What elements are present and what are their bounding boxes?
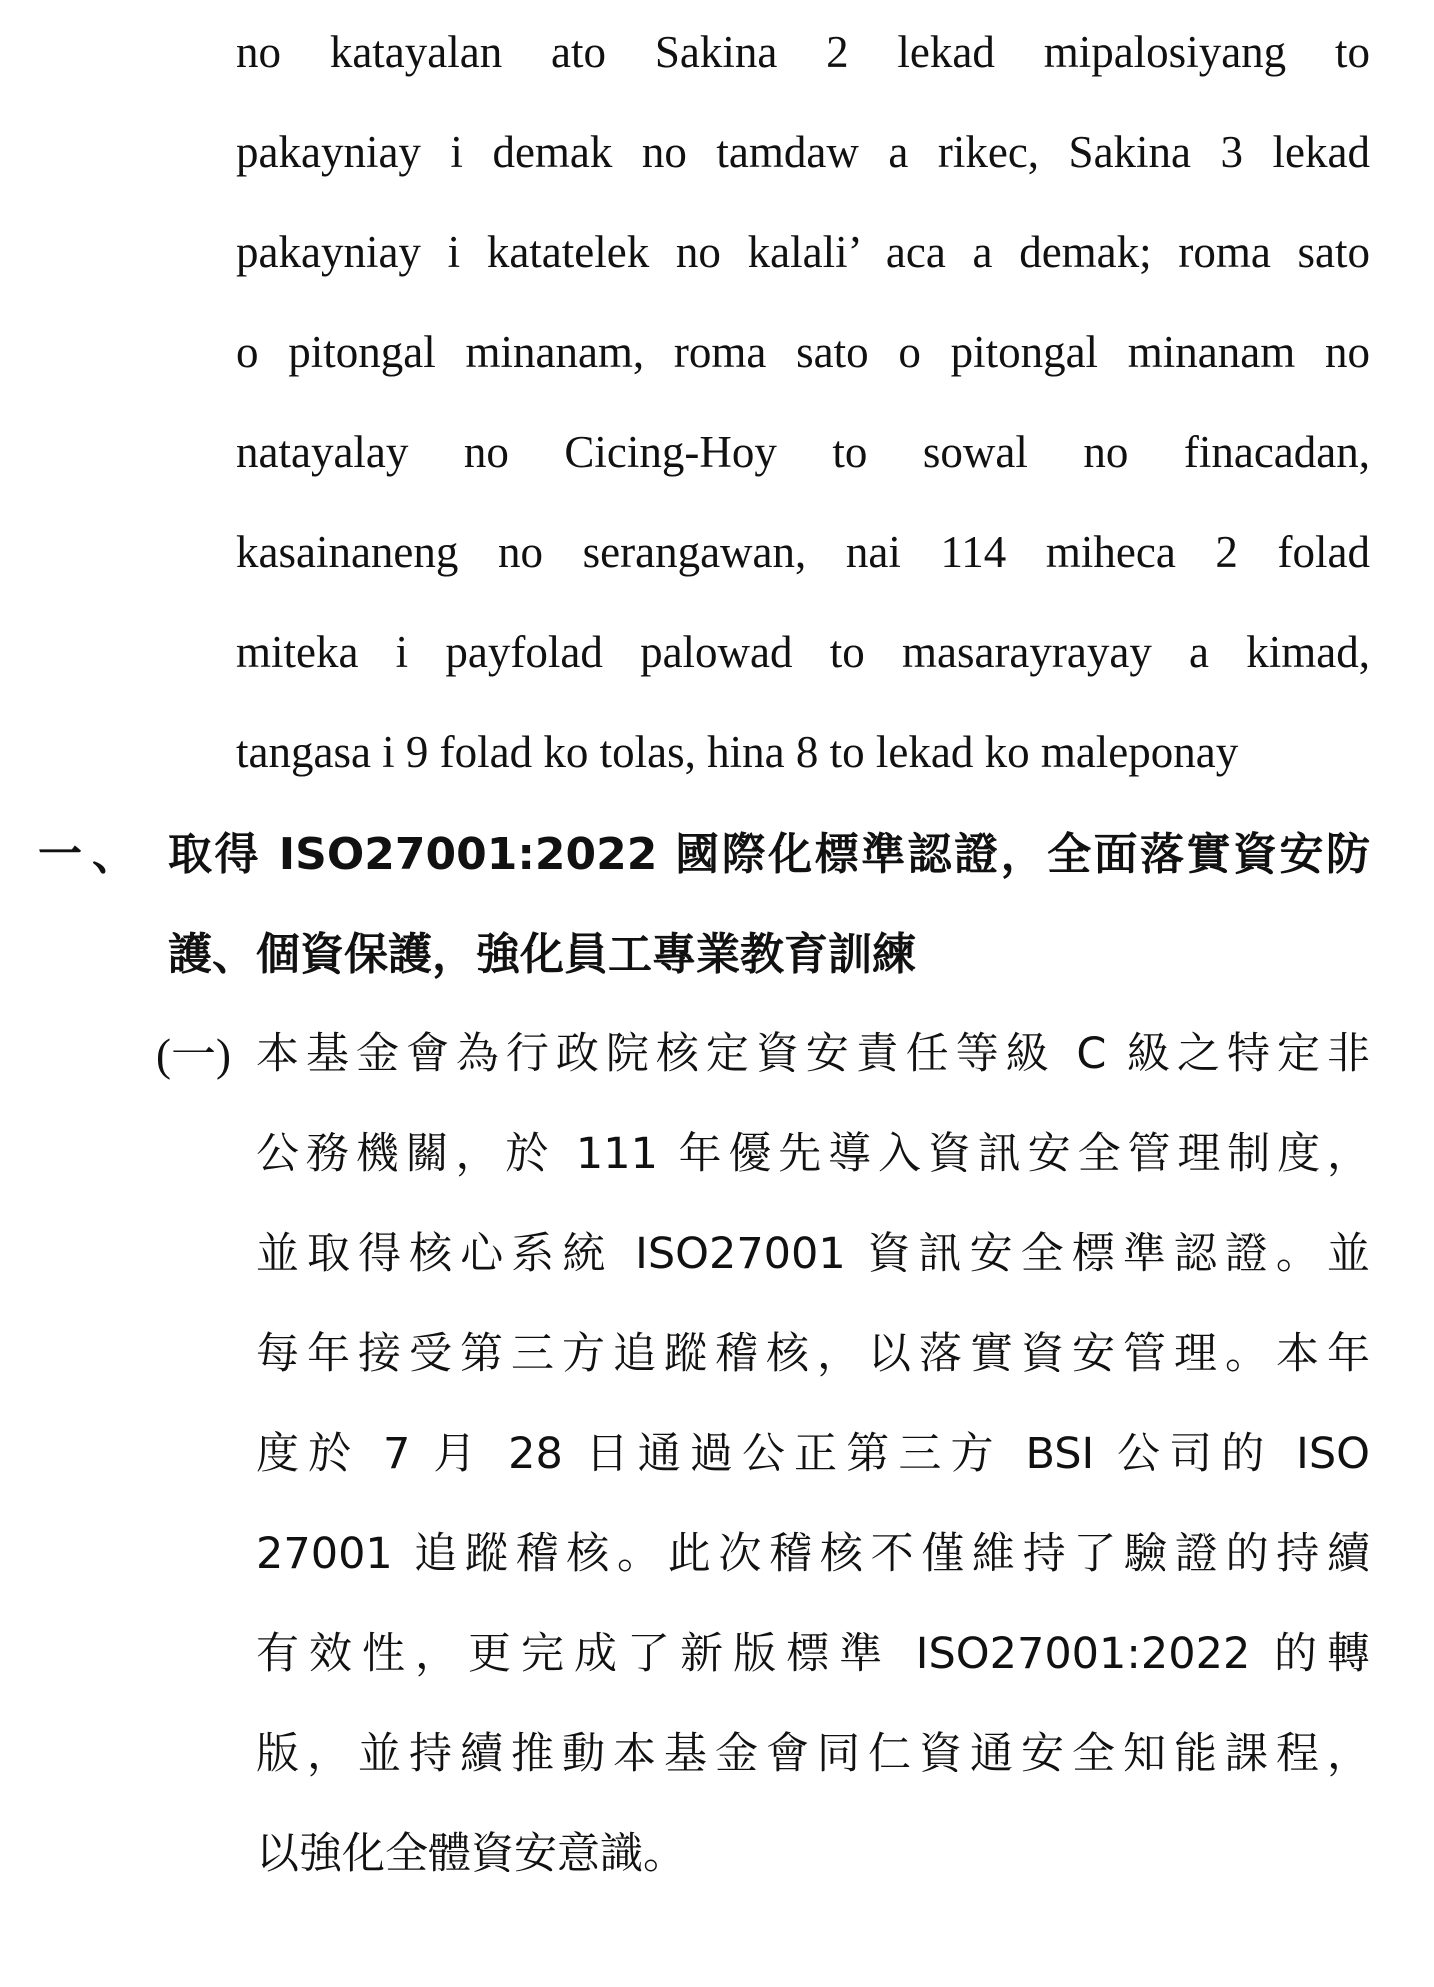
subsection-line: 每年接受第三方追蹤稽核，以落實資安管理。本年 [256,1329,1370,1379]
subsection-line: 版，並持續推動本基金會同仁資通安全知能課程， [256,1729,1370,1779]
subsection-line: 有效性，更完成了新版標準 ISO27001:2022 的轉 [256,1629,1370,1679]
subsection-line: 並取得核心系統 ISO27001 資訊安全標準認證。並 [256,1229,1370,1279]
subsection-line: 度於 7 月 28 日通過公正第三方 BSI 公司的 ISO [256,1429,1370,1479]
section-title-line: 護、個資保護，強化員工專業教育訓練 [168,929,916,980]
subsection-line: 27001 追蹤稽核。此次稽核不僅維持了驗證的持續 [256,1529,1370,1579]
subsection-line: 以強化全體資安意識。 [256,1829,686,1879]
paragraph-line: kasainaneng no serangawan, nai 114 miheca 2 folad [236,527,1370,577]
paragraph-line: o pitongal minanam, roma sato o pitongal minanam no [236,327,1370,377]
subsection-line: 公務機關，於 111 年優先導入資訊安全管理制度， [256,1129,1370,1179]
paragraph-line: no katayalan ato Sakina 2 lekad mipalosiyang to [236,27,1370,77]
paragraph-line: tangasa i 9 folad ko tolas, hina 8 to lekad ko maleponay [236,727,1239,777]
paragraph-line: miteka i payfolad palowad to masarayrayay a kimad, [236,627,1370,677]
subsection-line: 本基金會為行政院核定資安責任等級 C 級之特定非 [256,1029,1370,1079]
section-title-line: 取得 ISO27001:2022 國際化標準認證，全面落實資安防 [168,829,1370,880]
subsection-marker: (一) [156,1030,231,1080]
section-number: 一、 [38,829,146,880]
paragraph-line: pakayniay i demak no tamdaw a rikec, Sakina 3 lekad [236,127,1370,177]
paragraph-line: natayalay no Cicing-Hoy to sowal no finacadan, [236,427,1370,477]
paragraph-line: pakayniay i katatelek no kalali’ aca a demak; roma sato [236,227,1370,277]
